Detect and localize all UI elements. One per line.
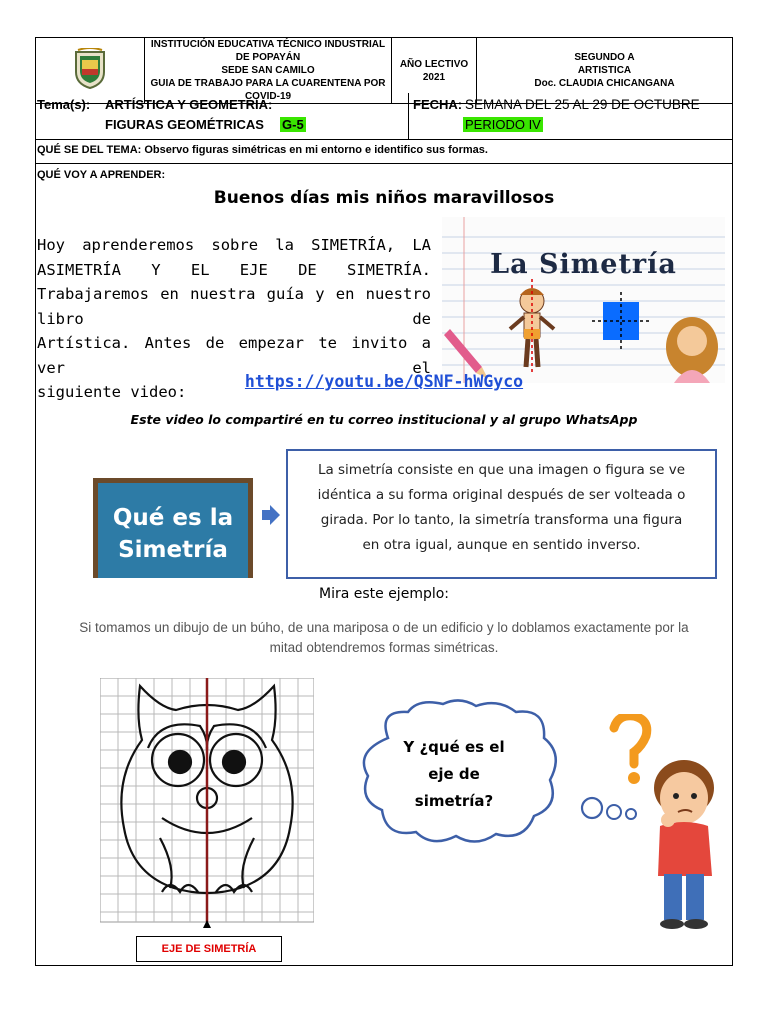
intro-line-2: ASIMETRÍA Y EL EJE DE SIMETRÍA. bbox=[37, 260, 431, 279]
year-value: 2021 bbox=[422, 71, 446, 83]
que-se-line bbox=[37, 144, 488, 156]
axis-label-box: EJE DE SIMETRÍA bbox=[136, 936, 282, 962]
topic-title: ARTÍSTICA Y GEOMETRÍA: bbox=[105, 97, 273, 112]
intro-line-4: Artística. Antes de empezar te invito a ver el bbox=[37, 334, 431, 377]
subject: ARTISTICA bbox=[577, 65, 632, 76]
video-link[interactable]: https://youtu.be/QSNF-hWGyco bbox=[244, 372, 524, 391]
definition-line-4: en otra igual, aunque en sentido inverso. bbox=[362, 537, 641, 553]
institution-name: INSTITUCIÓN EDUCATIVA TÉCNICO INDUSTRIAL DE POPAYÁN bbox=[150, 39, 386, 63]
bubble-text bbox=[372, 734, 536, 815]
share-note: Este video lo compartiré en tu correo institucional y al grupo WhatsApp bbox=[130, 412, 638, 427]
intro-line-1: Hoy aprenderemos sobre la SIMETRÍA, LA bbox=[37, 236, 431, 254]
example-text bbox=[35, 618, 733, 658]
guide-title: GUIA DE TRABAJO PARA LA CUARENTENA POR COVID-19 bbox=[150, 78, 386, 102]
period-badge: PERIODO IV bbox=[463, 117, 543, 132]
year-label: AÑO LECTIVO bbox=[399, 58, 469, 70]
thinking-child-illustration bbox=[600, 714, 720, 932]
topic-divider bbox=[408, 93, 409, 139]
bubble-line-1: Y ¿qué es el bbox=[403, 738, 505, 756]
simetria-banner bbox=[442, 217, 725, 383]
example-text-line-2: mitad obtendremos formas simétricas. bbox=[269, 640, 499, 655]
definition-box bbox=[286, 449, 717, 579]
child-icon bbox=[654, 760, 714, 929]
topic-label: Tema(s): bbox=[37, 97, 91, 112]
group-badge: G-5 bbox=[282, 117, 304, 132]
example-text-line-1: Si tomamos un dibujo de un búho, de una mariposa o de un edificio y lo doblamos exactamente por la bbox=[79, 620, 689, 635]
que-es-card bbox=[93, 478, 253, 578]
intro-line-5: siguiente video: bbox=[37, 383, 187, 401]
topic-row bbox=[35, 93, 733, 140]
right-arrow-icon bbox=[261, 504, 281, 526]
que-voy-label: QUÉ VOY A APRENDER: bbox=[37, 169, 166, 181]
definition-line-1: La simetría consiste en que una imagen o figura se ve bbox=[317, 462, 686, 478]
institution-branch: SEDE SAN CAMILO bbox=[221, 65, 315, 76]
que-se-text: Observo figuras simétricas en mi entorno e identifico sus formas. bbox=[144, 144, 488, 156]
greeting: Buenos días mis niños maravillosos bbox=[213, 188, 555, 208]
bubble-line-2: eje de bbox=[428, 765, 480, 783]
topic-subtitle: FIGURAS GEOMÉTRICAS bbox=[105, 117, 264, 132]
que-se-label: QUÉ SE DEL TEMA: bbox=[37, 144, 142, 156]
child-figure-icon bbox=[510, 279, 554, 375]
definition-line-2: idéntica a su forma original después de ser volteada o bbox=[317, 487, 686, 503]
definition-line-3: girada. Por lo tanto, la simetría transforma una figura bbox=[320, 512, 683, 528]
teacher: Doc. CLAUDIA CHICANGANA bbox=[534, 78, 675, 89]
date-label: FECHA: bbox=[413, 97, 463, 112]
banner-illustration bbox=[442, 217, 725, 383]
date-value: SEMANA DEL 25 AL 29 DE OCTUBRE bbox=[465, 97, 700, 112]
intro-line-3: Trabajaremos en nuestra guía y en nuestro libro de bbox=[37, 285, 431, 328]
que-se-row bbox=[35, 140, 733, 164]
example-title: Mira este ejemplo: bbox=[318, 586, 450, 602]
que-es-line-2: Simetría bbox=[118, 537, 228, 563]
grade: SEGUNDO A bbox=[574, 52, 635, 63]
question-mark-icon bbox=[614, 716, 647, 784]
school-crest-icon bbox=[72, 48, 108, 90]
bubble-line-3: simetría? bbox=[414, 792, 494, 810]
banner-title: La Simetría bbox=[490, 249, 677, 280]
owl-grid-illustration bbox=[100, 678, 314, 928]
que-es-line-1: Qué es la bbox=[112, 505, 234, 531]
